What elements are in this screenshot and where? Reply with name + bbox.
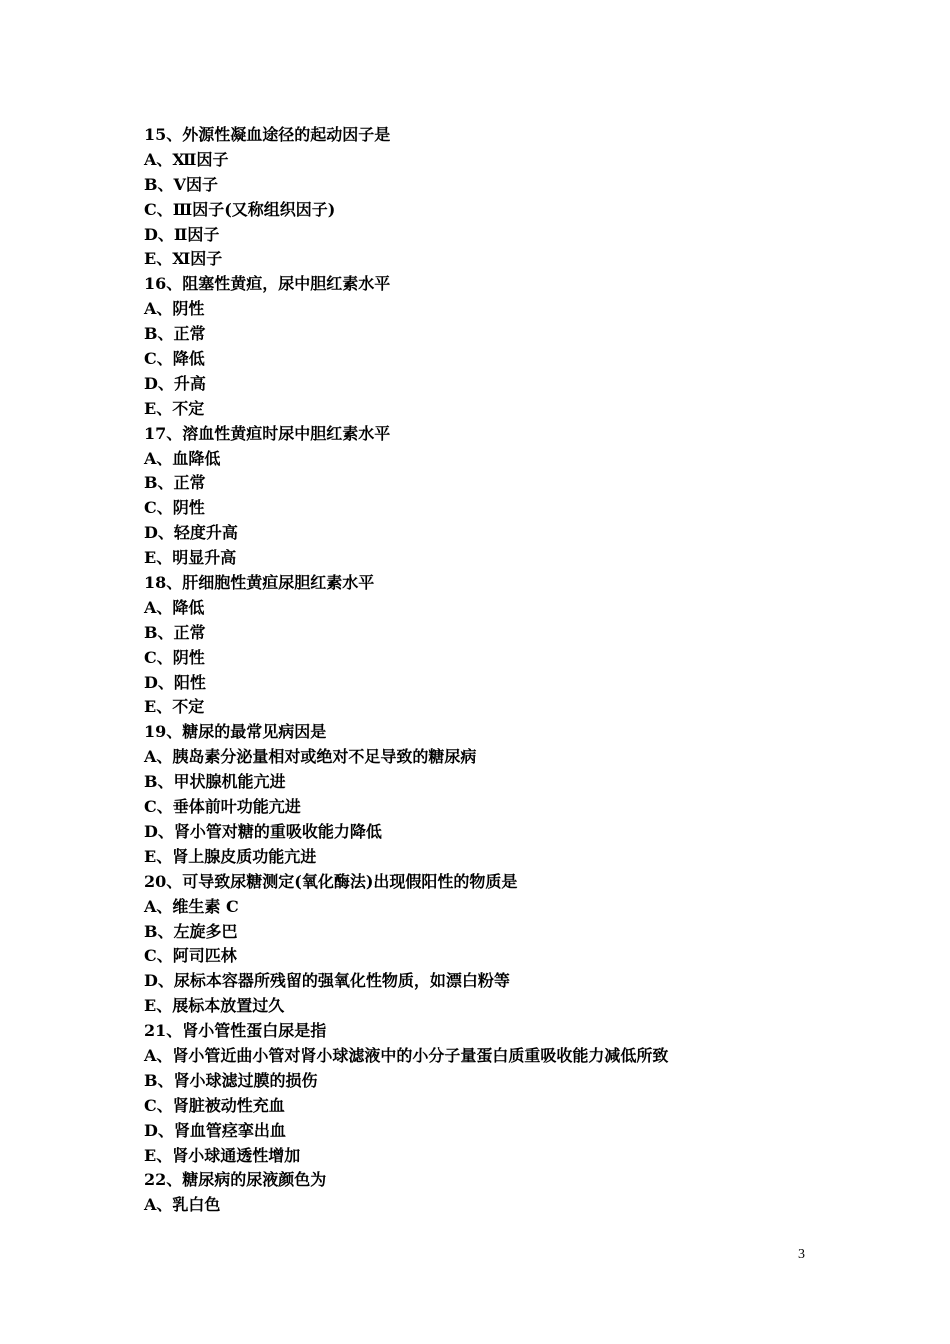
question-20: 20、可导致尿糖测定(氧化酶法)出现假阳性的物质是 [144,871,518,891]
page-number: 3 [798,1247,805,1262]
option-d: D、升高 [144,373,206,393]
option-d: D、肾小管对糖的重吸收能力降低 [144,821,382,841]
question-16: 16、阻塞性黄疸，尿中胆红素水平 [144,274,391,294]
option-a: A、阴性 [144,299,205,319]
option-e: E、不定 [144,398,205,418]
option-a: A、降低 [144,597,205,617]
option-d: D、肾血管痉挛出血 [144,1120,286,1140]
option-b: B、肾小球滤过膜的损伤 [144,1070,318,1090]
option-a: A、肾小管近曲小管对肾小球滤液中的小分子量蛋白质重吸收能力减低所致 [144,1045,669,1065]
option-d: D、Ⅱ因子 [144,224,220,244]
option-b: B、正常 [144,622,206,642]
option-c: C、降低 [144,349,205,369]
option-a: A、Ⅻ因子 [144,149,229,169]
question-22: 22、糖尿病的尿液颜色为 [144,1170,327,1190]
question-15: 15、外源性凝血途径的起动因子是 [144,125,391,144]
option-a: A、胰岛素分泌量相对或绝对不足导致的糖尿病 [144,747,477,767]
question-list [144,123,844,1218]
option-e: E、肾小球通透性增加 [144,1145,301,1165]
question-21: 21、肾小管性蛋白尿是指 [144,1021,327,1041]
question-19: 19、糖尿的最常见病因是 [144,722,327,742]
option-c: C、垂体前叶功能亢进 [144,797,301,817]
option-a: A、维生素 C [144,896,239,916]
option-e: E、展标本放置过久 [144,996,285,1016]
option-e: E、Ⅺ因子 [144,249,223,269]
question-17: 17、溶血性黄疸时尿中胆红素水平 [144,423,391,443]
option-e: E、不定 [144,697,205,717]
option-a: A、血降低 [144,448,221,468]
option-d: D、轻度升高 [144,523,238,543]
option-e: E、明显升高 [144,548,237,568]
option-b: B、Ⅴ因子 [144,174,218,194]
option-b: B、甲状腺机能亢进 [144,772,286,792]
question-18: 18、肝细胞性黄疸尿胆红素水平 [144,573,375,593]
option-c: C、阿司匹林 [144,946,237,966]
option-b: B、正常 [144,473,206,493]
option-d: D、阳性 [144,672,206,692]
option-c: C、肾脏被动性充血 [144,1095,285,1115]
option-c: C、阴性 [144,647,205,667]
option-c: C、阴性 [144,498,205,518]
option-b: B、正常 [144,324,206,344]
option-e: E、肾上腺皮质功能亢进 [144,846,317,866]
option-d: D、尿标本容器所残留的强氧化性物质，如漂白粉等 [144,971,510,991]
option-c: C、Ⅲ因子(又称组织因子) [144,199,336,219]
option-b: B、左旋多巴 [144,921,238,941]
option-a: A、乳白色 [144,1195,221,1215]
